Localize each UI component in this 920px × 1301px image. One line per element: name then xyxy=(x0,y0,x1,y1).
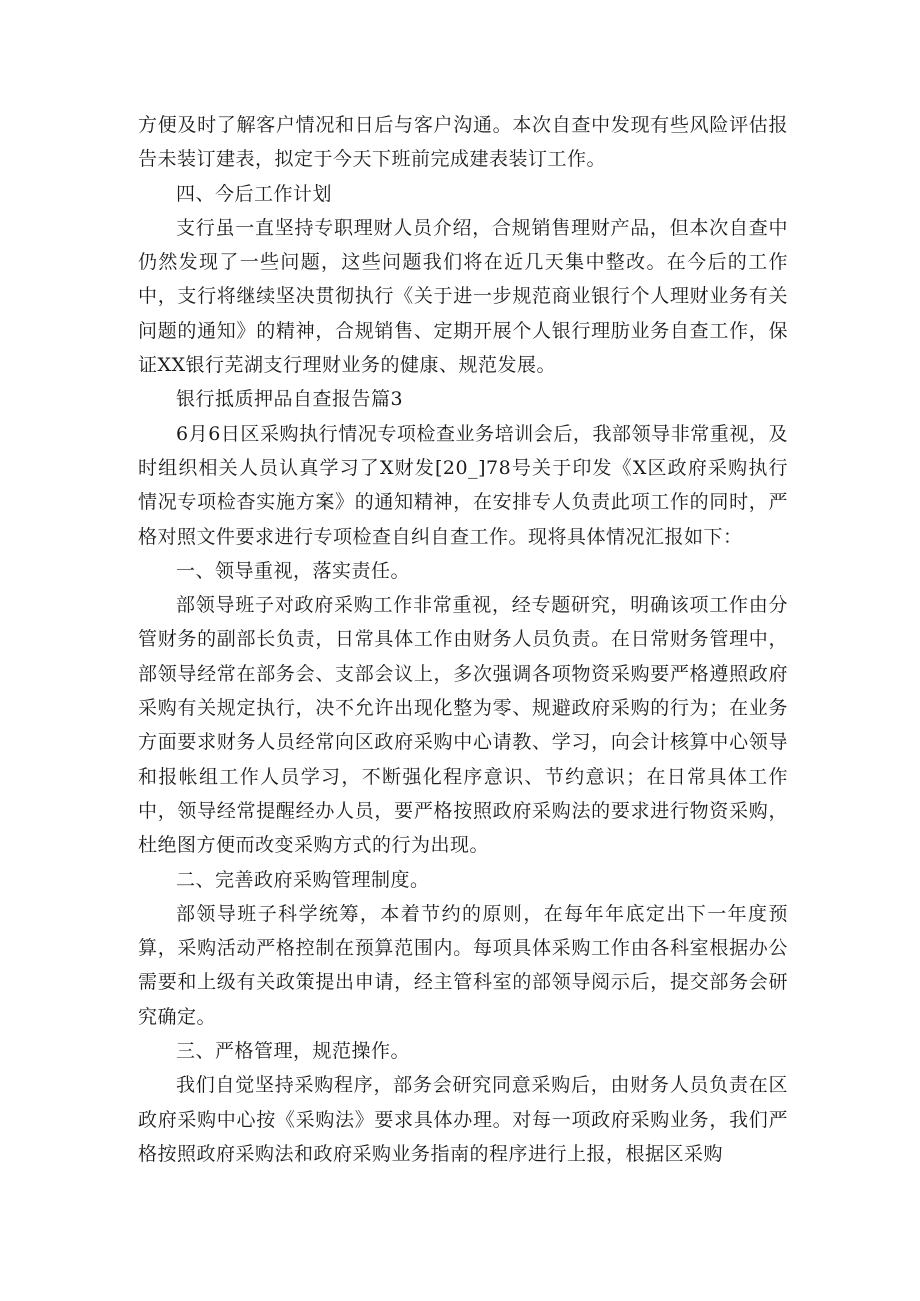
report-title: 银行抵质押品自查报告篇3 xyxy=(176,388,404,411)
paragraph-9: 部领导班子科学统筹，本着节约的原则，在每年年底定出下一年度预算，采购活动严格控制在预算范围内。每项具体采购工作由各科室根据办公需要和上级有关政策提出申请，经主管科室的部领导阅示后，提交部务会研究确定。 xyxy=(138,902,788,1028)
paragraph-3: 支行虽一直坚持专职理财人员介绍，合规销售理财产品，但本次自查中仍然发现了一些问题，这些问题我们将在近几天集中整改。在今后的工作中，支行将继续坚决贯彻执行《关于进一步规范商业银行个人理财业务有关问题的通知》的精神，合规销售、定期开展个人银行理肪业务自查工作，保证XX银行芜湖支行理财业务的健康、规范发展。 xyxy=(138,216,788,377)
section-heading-future-plan: 四、今后工作计划 xyxy=(176,182,333,205)
paragraph-7: 部领导班子对政府采购工作非常重视，经专题研究，明确该项工作由分管财务的副部长负责，日常具体工作由财务人员负责。在日常财务管理中，部领导经常在部务会、支部会议上，多次强调各项物资采购要严格遵照政府采购有关规定执行，决不允许出现化整为零、规避政府采购的行为；在业务方面要求财务人员经常向区政府采购中心请教、学习，向会计核算中心领导和报帐组工作人员学习，不断强化程序意识、节约意识；在日常具体工作中，领导经常提醒经办人员，要严格按照政府采购法的要求进行物资采购，杜绝图方便而改变采购方式的行为出现。 xyxy=(138,594,788,857)
document-page xyxy=(138,108,788,1171)
section-heading-management: 三、严格管理，规范操作。 xyxy=(176,1040,411,1063)
paragraph-5: 6月6日区采购执行情况专项检查业务培训会后，我部领导非常重视，及时组织相关人员认真学习了X财发[20_]78号关于印发《X区政府采购执行情况专项检杳实施方案》的通知精神，在安排专人负责此项工作的同时，严格对照文件要求进行专项检查自纠自查工作。现将具体情况汇报如下： xyxy=(138,422,788,548)
paragraph-1: 方便及时了解客户情况和日后与客户沟通。本次自查中发现有些风险评估报告未装订建表，拟定于今天下班前完成建表装订工作。 xyxy=(138,114,788,171)
section-heading-leadership: 一、领导重视，落实责任。 xyxy=(176,559,411,582)
paragraph-11: 我们自觉坚持采购程序，部务会研究同意采购后，由财务人员负责在区政府采购中心按《采购法》要求具体办理。对每一项政府采购业务，我们严格按照政府采购法和政府采购业务指南的程序进行上报，根据区采购 xyxy=(138,1074,788,1165)
section-heading-system: 二、完善政府采购管理制度。 xyxy=(176,868,430,891)
